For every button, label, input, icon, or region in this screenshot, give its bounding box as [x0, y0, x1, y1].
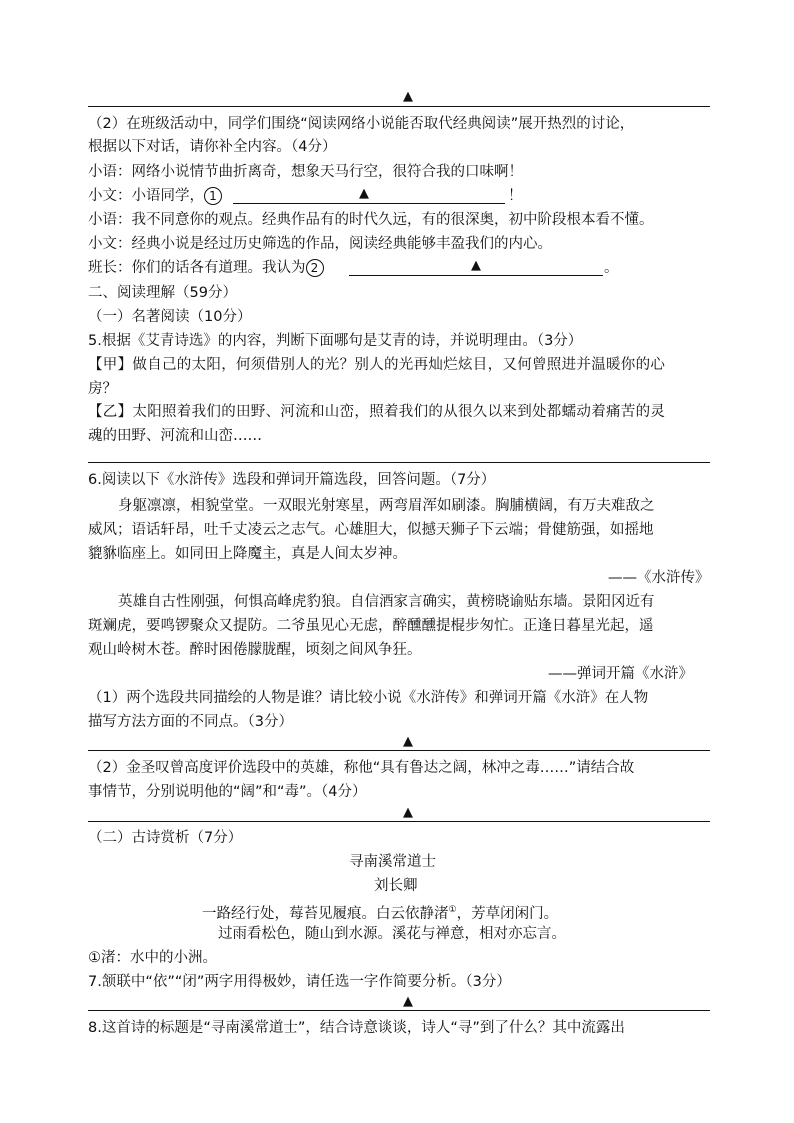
subsection-title: （二）古诗赏析（7分） [88, 830, 243, 846]
dialogue-speaker: 班长：你们的话各有道理。我认为 [88, 260, 306, 276]
question-5: 5.根据《艾青诗选》的内容，判断下面哪句是艾青的诗，并说明理由。（3分） [88, 333, 583, 349]
passage-1: 身躯凛凛，相貌堂堂。一双眼光射寒星，两弯眉浑如刷漆。胸脯横阔，有万夫难敌之 [118, 498, 655, 514]
poem-title: 寻南溪常道士 [349, 854, 436, 870]
passage-2: 英雄自古性刚强，何惧高峰虎豹狼。自信酒家言确实，黄榜晓谕贴东墙。景阳冈近有 [118, 594, 655, 610]
question-6-1-cont: 描写方法方面的不同点。（3分） [88, 714, 293, 730]
answer-blank-1[interactable] [233, 203, 505, 204]
section-title: 二、阅读理解（59分） [88, 285, 237, 301]
poem-line: 过雨看松色，随山到水源。溪花与禅意，相对亦忘言。 [218, 926, 566, 942]
question-6-2: （2）金圣叹曾高度评价选段中的英雄，称他“具有鲁达之阔，林冲之毒……”请结合故 [88, 760, 635, 776]
question-6-1: （1）两个选段共同描绘的人物是谁？请比较小说《水浒传》和弹词开篇《水浒》在人物 [88, 690, 649, 706]
q4b-line1: （2）在班级活动中，同学们围绕“阅读网络小说能否取代经典阅读”展开热烈的讨论， [88, 116, 635, 132]
passage-1: 威风；语话轩昂，吐千丈凌云之志气。心雄胆大，似撼天狮子下云端；骨健筋强，如摇地 [88, 522, 654, 538]
option-jia-cont: 房？ [88, 381, 117, 397]
question-7: 7.颔联中“依”“闭”两字用得极妙，请任选一字作简要分析。（3分） [88, 974, 511, 990]
poem-line-b: ，芳草闭闲门。 [456, 905, 559, 922]
source-1: ——《水浒传》 [608, 570, 710, 586]
answer-mark: ▲ [403, 734, 413, 749]
answer-mark: ▲ [403, 805, 413, 820]
dialogue-speaker: 小文：小语同学， [88, 188, 204, 204]
passage-2: 斑斓虎，要鸣锣聚众又提防。二爷虽见心无虑，醉醺醺提棍步匆忙。正逢日暮星光起，遥 [88, 618, 654, 634]
dialogue-end: 。 [604, 260, 619, 276]
poem-author: 刘长卿 [374, 878, 418, 894]
dialogue-line: 小文：经典小说是经过历史筛选的作品，阅读经典能够丰盈我们的内心。 [88, 236, 552, 252]
answer-line [88, 1010, 710, 1011]
dialogue-end: ！ [508, 188, 523, 204]
answer-blank-2[interactable] [349, 275, 603, 276]
option-yi-cont: 魂的田野、河流和山峦…… [88, 428, 262, 444]
q4b-line2: 根据以下对话，请你补全内容。（4分） [88, 139, 337, 155]
option-jia: 【甲】做自己的太阳，何须借别人的光？别人的光再灿烂炫目，又何曾照进并温暖你的心 [88, 357, 666, 373]
dialogue-line-blank2 [88, 256, 324, 280]
dialogue-line-blank1 [88, 184, 222, 208]
source-2: ——弹词开篇《水浒》 [548, 666, 693, 682]
dialogue-line: 小语：网络小说情节曲折离奇，想象天马行空，很符合我的口味啊！ [88, 164, 523, 180]
footnote: ①渚：水中的小洲。 [88, 950, 217, 966]
passage-2: 观山岭树木苍。醉时困倦朦胧醒，顷刻之间风争狂。 [88, 642, 422, 658]
answer-line [88, 106, 710, 107]
blank-number: 1 [204, 187, 222, 205]
poem-line-a: 一路经行处，莓苔见履痕。白云依静渚 [202, 905, 449, 922]
answer-mark: ▲ [471, 258, 481, 273]
blank-number: 2 [306, 259, 324, 277]
dialogue-line: 小语：我不同意你的观点。经典作品有的时代久远，有的很深奥，初中阶段根本看不懂。 [88, 212, 654, 228]
question-8: 8.这首诗的标题是“寻南溪常道士”，结合诗意谈谈，诗人“寻”到了什么？其中流露出 [88, 1020, 625, 1036]
note-mark: ① [448, 905, 457, 915]
question-6-2-cont: 事情节，分别说明他的“阔”和“毒”。（4分） [88, 784, 367, 800]
subsection-title: （一）名著阅读（10分） [88, 309, 252, 325]
passage-1: 貔貅临座上。如同田上降魔主，真是人间太岁神。 [88, 546, 407, 562]
question-6: 6.阅读以下《水浒传》选段和弹词开篇选段，回答问题。（7分） [88, 472, 496, 488]
answer-line [88, 750, 710, 751]
option-yi: 【乙】太阳照着我们的田野、河流和山峦，照着我们的从很久以来到处都蠕动着痛苦的灵 [88, 404, 666, 420]
answer-mark: ▲ [359, 186, 369, 201]
answer-mark: ▲ [403, 89, 413, 104]
answer-line [88, 821, 710, 822]
answer-mark: ▲ [403, 994, 413, 1009]
answer-line [88, 462, 710, 463]
